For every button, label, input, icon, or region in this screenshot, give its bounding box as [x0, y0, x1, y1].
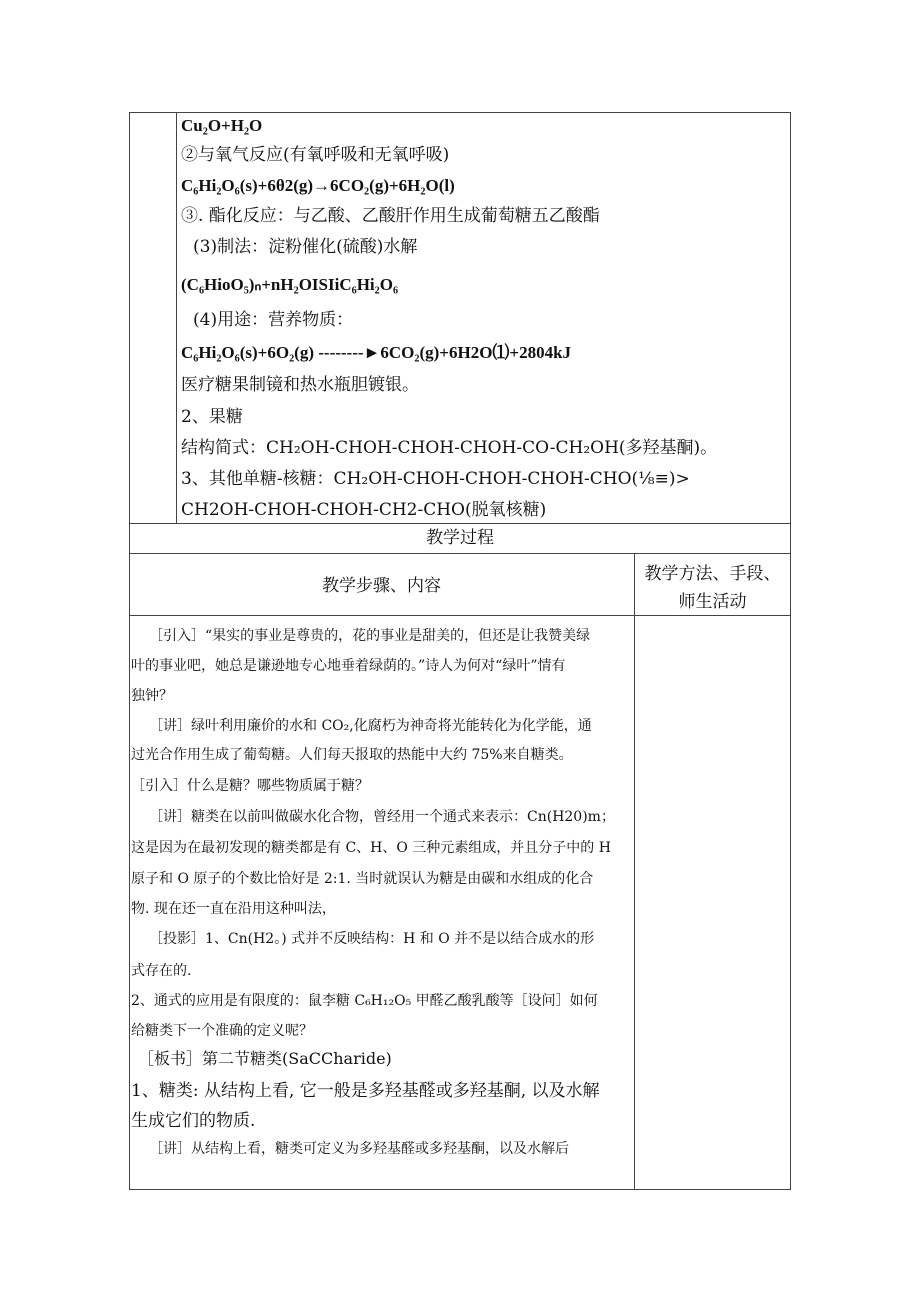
- methods-column-header-line1: 教学方法、手段、: [644, 564, 781, 584]
- body-line-5: 过光合作用生成了葡萄糖。人们每天报取的热能中大约 75%来自糖类。: [131, 747, 573, 763]
- divider-after-process-header: [129, 553, 791, 554]
- body-line-3: 独钟？: [131, 688, 173, 704]
- body-line-13: 2、通式的应用是有限度的：鼠李糖 C₆H₁₂O₅ 甲醛乙酸乳酸等［设问］如何: [131, 993, 598, 1009]
- top-line-10: 2、果糖: [181, 407, 243, 427]
- body-line-16: 1、糖类: 从结构上看, 它一般是多羟基醛或多羟基酮, 以及水解: [131, 1081, 600, 1101]
- top-line-11: 结构简式：CH₂OH-CHOH-CHOH-CHOH-CO-CH₂OH(多羟基酮)。: [181, 438, 718, 458]
- body-line-12: 式存在的.: [131, 963, 192, 979]
- body-line-2: 叶的事业吧，她总是谦逊地专心地垂着绿荫的。”诗人为何对“绿叶”情有: [131, 658, 566, 674]
- top-line-1: Cu₂O+H₂O: [181, 116, 263, 135]
- body-line-7: ［讲］糖类在以前叫做碳水化合物，曾经用一个通式来表示：Cn(H20)m；: [149, 809, 615, 825]
- body-line-18: ［讲］从结构上看，糖类可定义为多羟基醛或多羟基酮，以及水解后: [149, 1141, 569, 1157]
- top-line-2: ②与氧气反应(有氧呼吸和无氧呼吸): [181, 145, 450, 165]
- top-line-13: CH2OH-CHOH-CHOH-CH2-CHO(脱氧核糖): [181, 500, 547, 520]
- body-line-15: ［板书］第二节糖类(SaCCharide): [138, 1049, 392, 1068]
- top-line-4: ③. 酯化反应：与乙酸、乙酸肝作用生成葡萄糖五乙酸酯: [181, 206, 600, 226]
- process-header: 教学过程: [426, 528, 494, 548]
- divider-after-col-headers: [129, 615, 791, 616]
- top-line-6: (C₆HioO₅)ₙ+nH₂OISIiC₆Hi₂O₆: [181, 275, 399, 294]
- top-line-9: 医疗糖果制镜和热水瓶胆镀银。: [181, 375, 419, 395]
- top-line-5: (3)制法：淀粉催化(硫酸)水解: [193, 237, 418, 257]
- top-line-3: C₆Hi₂O₆(s)+6θ2(g)→6CO₂(g)+6H₂O(l): [181, 176, 455, 195]
- body-line-11: ［投影］1、Cn(H2。) 式并不反映结构：H 和 O 并不是以结合成水的形: [149, 931, 595, 947]
- divider-after-top: [129, 523, 791, 524]
- top-line-12: 3、其他单糖-核糖：CH₂OH-CHOH-CHOH-CHOH-CHO(⅛≡)>: [181, 469, 690, 489]
- body-line-4: ［讲］绿叶利用廉价的水和 CO₂,化腐朽为神奇将光能转化为化学能，通: [149, 718, 592, 734]
- body-line-10: 物. 现在还一直在沿用这种叫法，: [131, 901, 336, 917]
- top-line-7: (4)用途：营养物质：: [193, 310, 354, 330]
- body-line-8: 这是因为在最初发现的糖类都是有 C、H、O 三种元素组成，并且分子中的 H: [131, 840, 611, 856]
- top-left-divider: [176, 112, 177, 524]
- steps-column-header: 教学步骤、内容: [322, 576, 441, 596]
- methods-column-divider: [634, 553, 635, 1190]
- body-line-14: 给糖类下一个准确的定义呢？: [131, 1023, 313, 1039]
- body-line-6: ［引入］什么是糖？哪些物质属于糖？: [131, 778, 369, 794]
- body-line-1: ［引入］“果实的事业是尊贵的，花的事业是甜美的，但还是让我赞美绿: [149, 628, 591, 644]
- body-line-17: 生成它们的物质.: [131, 1111, 256, 1131]
- body-line-9: 原子和 O 原子的个数比恰好是 2:1. 当时就误认为糖是由碳和水组成的化合: [131, 871, 594, 887]
- top-line-8: C₆Hi₂O₆(s)+6O₂(g) --------►6CO₂(g)+6H2O⑴+2804kJ: [181, 343, 572, 362]
- methods-column-header-line2: 师生活动: [678, 592, 747, 612]
